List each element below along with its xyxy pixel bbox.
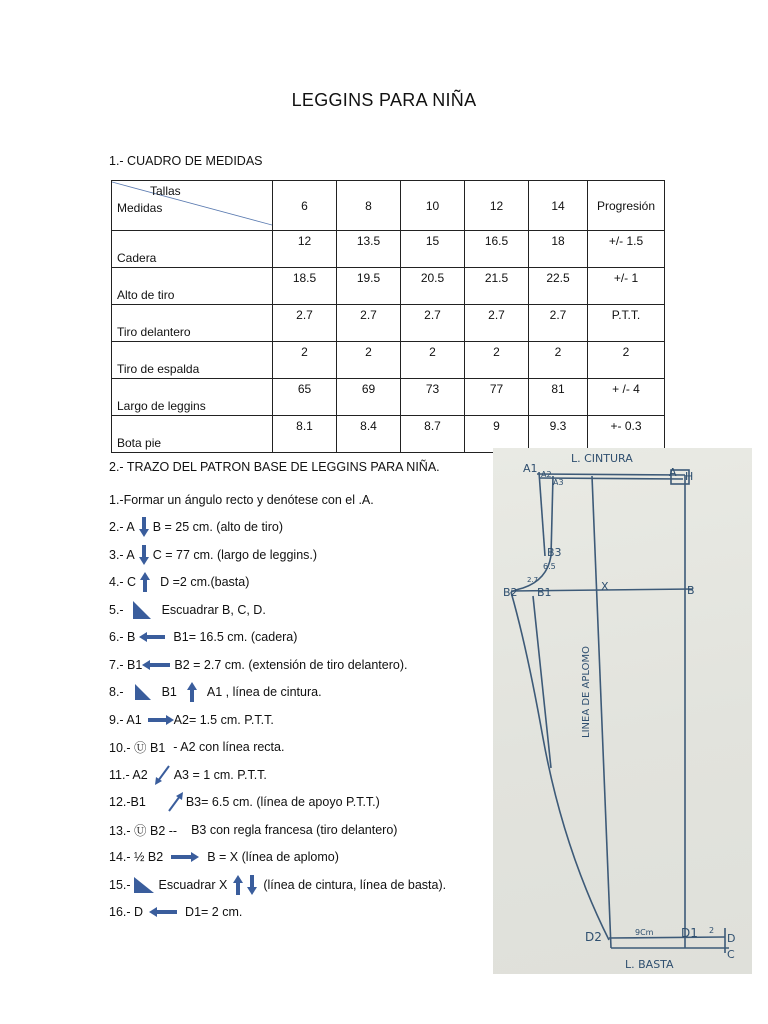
list-item <box>109 651 446 679</box>
table-cell: 81 <box>529 379 588 416</box>
step-text: (línea de cintura, línea de basta). <box>263 877 447 892</box>
list-item <box>109 679 446 707</box>
table-cell: 2 <box>529 342 588 379</box>
table-cell: 2.7 <box>401 305 465 342</box>
step-text: Escuadrar X <box>158 877 228 892</box>
step-text: 15.- <box>109 877 131 892</box>
point-a3-label: A3 <box>553 478 564 487</box>
table-cell: 18.5 <box>273 268 337 305</box>
list-item <box>109 844 446 872</box>
arrow-down-left-icon <box>154 765 170 785</box>
point-c-label: C <box>727 948 735 961</box>
steps-list <box>109 486 446 926</box>
table-cell: 2 <box>465 342 529 379</box>
size-header-12: 12 <box>465 181 529 231</box>
table-row <box>112 379 665 416</box>
pattern-sketch-photo <box>493 448 752 974</box>
table-cell: 2 <box>273 342 337 379</box>
measure-6-5-label: 6.5 <box>543 562 556 571</box>
list-item <box>109 871 446 899</box>
step-text: 5.- <box>109 602 124 617</box>
arrow-down-icon <box>247 875 257 895</box>
step-text: D1= 2 cm. <box>185 905 243 920</box>
arrow-right-icon <box>171 852 199 862</box>
page-title: LEGGINS PARA NIÑA <box>291 90 477 110</box>
point-b-label: B <box>687 584 695 597</box>
table-row <box>112 231 665 268</box>
step-text: D =2 cm.(basta) <box>160 575 250 590</box>
step-text: 3.- A <box>109 547 135 562</box>
step-text: 7.- B1 <box>109 657 143 672</box>
step-text: 4.- C <box>109 575 137 590</box>
step-text: B1 <box>161 685 177 700</box>
row-label: Alto de tiro <box>112 268 273 305</box>
size-header-6: 6 <box>273 181 337 231</box>
table-row <box>112 416 665 453</box>
arrow-up-icon <box>140 572 150 592</box>
arrow-up-icon <box>187 682 197 702</box>
list-item <box>109 514 446 542</box>
table-cell: 69 <box>337 379 401 416</box>
step-text: B3= 6.5 cm. (línea de apoyo P.T.T.) <box>185 795 380 810</box>
row-label: Cadera <box>112 231 273 268</box>
step-text: Escuadrar B, C, D. <box>161 602 266 617</box>
table-cell: 12 <box>273 231 337 268</box>
step-1-text: 1.-Formar un ángulo recto y denótese con el .A. <box>109 492 374 507</box>
table-cell: 20.5 <box>401 268 465 305</box>
arrow-left-icon <box>139 632 165 642</box>
point-h-label: H <box>685 470 694 483</box>
table-cell: 2.7 <box>273 305 337 342</box>
table-cell: + /- 4 <box>588 379 665 416</box>
step-text: 16.- D <box>109 905 144 920</box>
step-text: 6.- B <box>109 630 136 645</box>
step-text: - A2 con línea recta. <box>173 740 285 755</box>
table-cell: 15 <box>401 231 465 268</box>
table-cell: +/- 1.5 <box>588 231 665 268</box>
progresion-header: Progresión <box>588 181 665 231</box>
table-cell: +- 0.3 <box>588 416 665 453</box>
waist-line-label: L. CINTURA <box>571 452 633 465</box>
set-square-icon <box>134 683 152 701</box>
step-text: A3 = 1 cm. P.T.T. <box>173 767 267 782</box>
list-item <box>109 541 446 569</box>
point-b1-label: B1 <box>537 586 552 599</box>
arrow-up-right-icon <box>168 792 184 812</box>
step-text: 10.- Ⓤ B1 <box>109 741 166 756</box>
measure-9cm-label: 9Cm <box>635 928 654 937</box>
pattern-drawing <box>493 448 752 974</box>
set-square-icon <box>132 600 152 620</box>
table-cell: 2.7 <box>465 305 529 342</box>
step-text: A1 , línea de cintura. <box>206 685 322 700</box>
corner-tallas-label: Tallas <box>150 184 181 198</box>
list-item <box>109 734 446 762</box>
row-label: Largo de leggins <box>112 379 273 416</box>
section-1-heading: 1.- CUADRO DE MEDIDAS <box>109 154 263 168</box>
row-label: Tiro delantero <box>112 305 273 342</box>
step-text: 9.- A1 <box>109 712 142 727</box>
table-cell: +/- 1 <box>588 268 665 305</box>
table-cell: P.T.T. <box>588 305 665 342</box>
table-cell: 21.5 <box>465 268 529 305</box>
table-cell: 77 <box>465 379 529 416</box>
table-cell: 9.3 <box>529 416 588 453</box>
point-x-label: X <box>601 580 609 593</box>
table-corner-cell <box>112 181 273 231</box>
list-item <box>109 761 446 789</box>
step-text: A2= 1.5 cm. P.T.T. <box>173 712 274 727</box>
table-cell: 8.4 <box>337 416 401 453</box>
arrow-up-icon <box>233 875 243 895</box>
arrow-down-icon <box>139 517 149 537</box>
table-row <box>112 268 665 305</box>
list-item <box>109 569 446 597</box>
measure-2-label: 2 <box>709 926 715 935</box>
table-cell: 19.5 <box>337 268 401 305</box>
table-row <box>112 342 665 379</box>
step-text: 13.- Ⓤ B2 -- <box>109 823 178 838</box>
table-cell: 73 <box>401 379 465 416</box>
point-d-label: D <box>727 932 736 945</box>
arrow-right-icon <box>148 715 174 725</box>
point-b3-label: B3 <box>547 546 562 559</box>
list-item <box>109 624 446 652</box>
point-a-label: A <box>669 466 677 479</box>
step-text: B = X (línea de aplomo) <box>207 850 339 865</box>
point-a1-label: A1 <box>523 462 538 475</box>
list-item <box>109 816 446 844</box>
measure-2-7-label: 2.7 <box>527 576 539 584</box>
list-item <box>109 596 446 624</box>
list-item <box>109 706 446 734</box>
table-cell: 16.5 <box>465 231 529 268</box>
size-header-8: 8 <box>337 181 401 231</box>
step-text: 2.- A <box>109 520 135 535</box>
hem-line-label: L. BASTA <box>625 958 674 971</box>
size-header-10: 10 <box>401 181 465 231</box>
measurements-table <box>111 180 665 453</box>
table-cell: 2.7 <box>529 305 588 342</box>
table-cell: 22.5 <box>529 268 588 305</box>
arrow-down-icon <box>139 545 149 565</box>
row-label: Tiro de espalda <box>112 342 273 379</box>
step-text: 8.- <box>109 685 124 700</box>
table-cell: 8.1 <box>273 416 337 453</box>
arrow-left-icon <box>142 660 170 670</box>
step-text: C = 77 cm. (largo de leggins.) <box>152 547 318 562</box>
list-item <box>109 789 446 817</box>
step-text: 11.- A2 <box>109 767 148 782</box>
table-cell: 65 <box>273 379 337 416</box>
point-d2-label: D2 <box>585 930 602 944</box>
table-cell: 2 <box>588 342 665 379</box>
size-header-14: 14 <box>529 181 588 231</box>
table-cell: 2 <box>401 342 465 379</box>
point-a2-label: A2 <box>541 470 552 479</box>
list-item <box>109 486 446 514</box>
step-text: B3 con regla francesa (tiro delantero) <box>191 822 398 837</box>
table-cell: 2.7 <box>337 305 401 342</box>
arrow-left-icon <box>149 907 177 917</box>
point-b2-label: B2 <box>503 586 518 599</box>
table-cell: 9 <box>465 416 529 453</box>
table-cell: 18 <box>529 231 588 268</box>
set-square-icon <box>133 876 155 894</box>
step-text: B = 25 cm. (alto de tiro) <box>152 520 283 535</box>
table-row <box>112 305 665 342</box>
table-header-row <box>112 181 665 231</box>
step-text: 12.-B1 <box>109 795 146 810</box>
step-text: B2 = 2.7 cm. (extensión de tiro delantero). <box>174 657 408 672</box>
row-label: Bota pie <box>112 416 273 453</box>
step-text: B1= 16.5 cm. (cadera) <box>173 630 298 645</box>
table-cell: 2 <box>337 342 401 379</box>
step-text: 14.- ½ B2 <box>109 850 164 865</box>
corner-medidas-label: Medidas <box>117 201 163 215</box>
plumb-line-label: LINEA DE APLOMO <box>581 646 592 738</box>
table-cell: 8.7 <box>401 416 465 453</box>
section-2-heading: 2.- TRAZO DEL PATRON BASE DE LEGGINS PARA NIÑA. <box>109 460 440 474</box>
list-item <box>109 899 446 927</box>
table-cell: 13.5 <box>337 231 401 268</box>
point-d1-label: D1 <box>681 926 698 940</box>
